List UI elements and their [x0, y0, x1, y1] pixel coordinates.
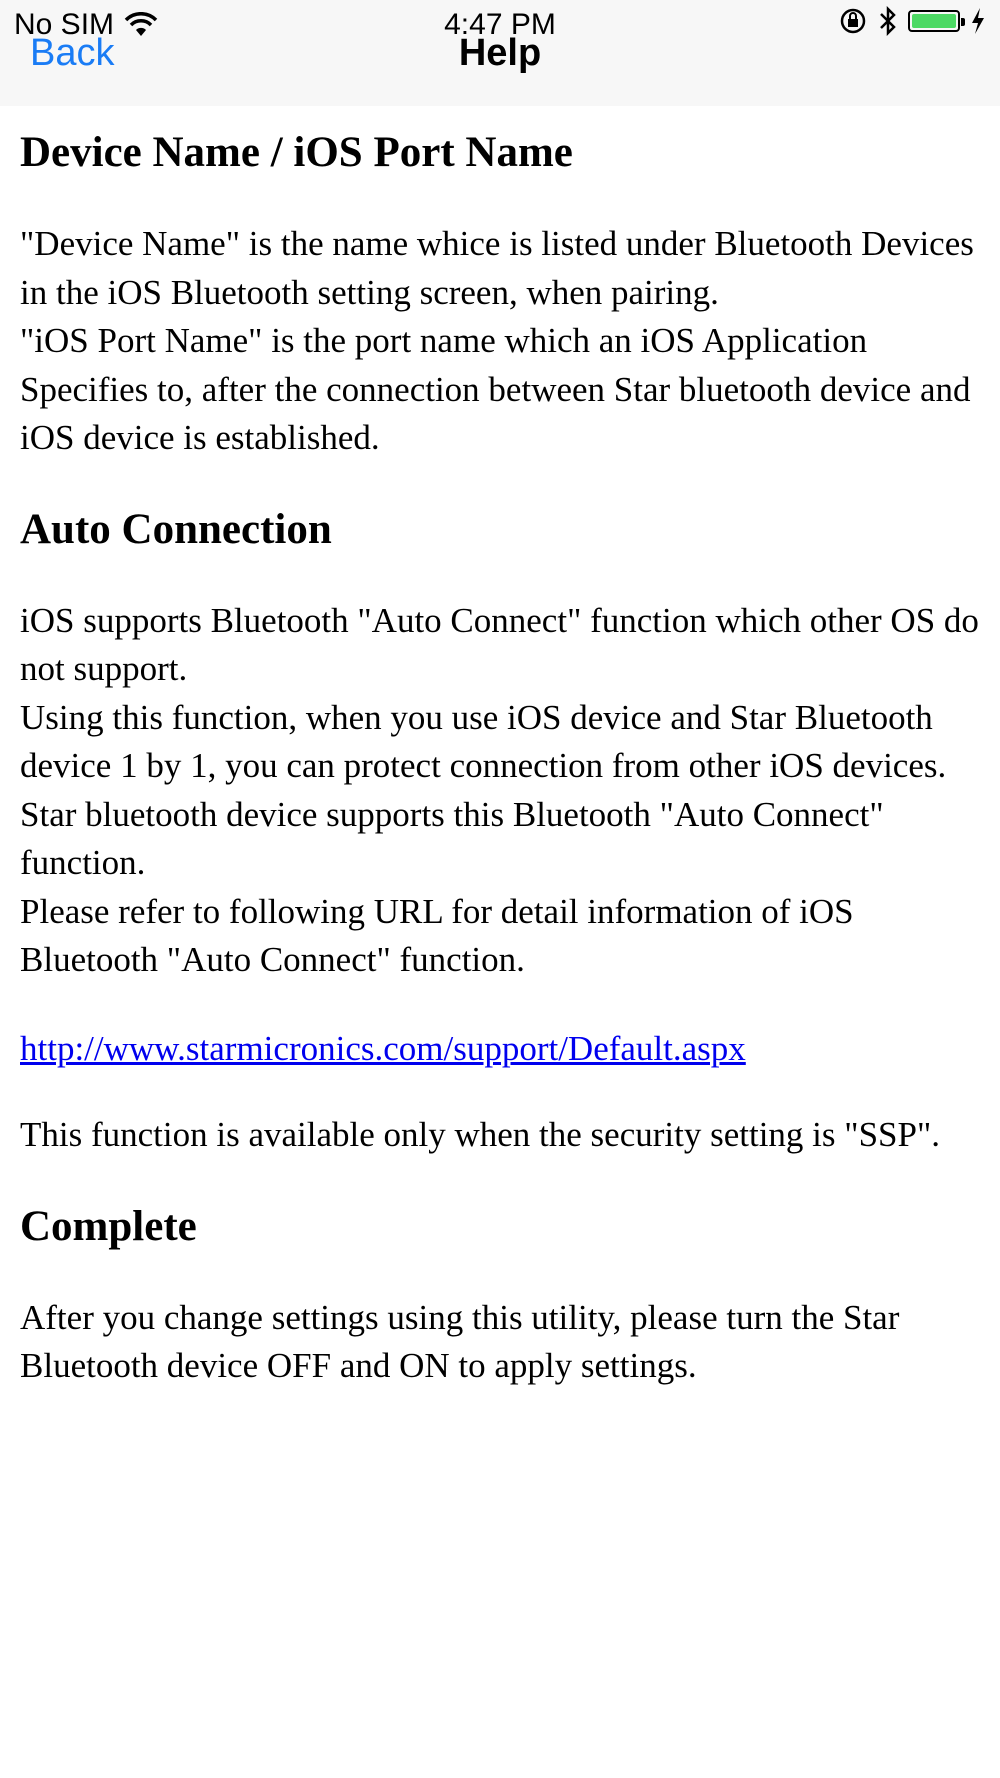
navigation-bar [0, 0, 1000, 106]
charging-icon [970, 7, 986, 35]
status-time: 4:47 PM [444, 8, 556, 41]
auto-connect-usage-text: Using this function, when you use iOS device and Star Bluetooth device 1 by 1, you can protect connection from other iOS devices. [20, 697, 947, 785]
section-heading-complete: Complete [20, 1202, 197, 1250]
page-title: Help [458, 32, 542, 74]
battery-icon [908, 10, 960, 32]
orientation-lock-icon [838, 6, 868, 36]
carrier-label: No SIM [14, 8, 115, 41]
complete-paragraph: After you change settings using this utility, please turn the Star Bluetooth device OFF and ON to apply settings. [20, 1297, 900, 1385]
ios-port-name-text: "iOS Port Name" is the port name which an iOS Application Specifies to, after the connection between Star bluetooth device and iOS device is established. [20, 321, 971, 457]
support-url-link[interactable]: http://www.starmicronics.com/support/Default.aspx [20, 1028, 746, 1068]
battery-level [912, 14, 956, 28]
auto-connect-refer-text: Please refer to following URL for detail information of iOS Bluetooth "Auto Connect" function. [20, 891, 854, 979]
device-name-paragraph [20, 220, 980, 463]
auto-connect-support-text: Star bluetooth device supports this Bluetooth "Auto Connect" function. [20, 794, 884, 882]
help-content [20, 106, 980, 1431]
bluetooth-icon [878, 6, 898, 36]
url-paragraph [20, 1025, 980, 1074]
status-right [838, 6, 986, 36]
section-heading-device-name: Device Name / iOS Port Name [20, 129, 573, 176]
device-name-text: "Device Name" is the name whice is listed under Bluetooth Devices in the iOS Bluetooth setting screen, when pairing. [20, 224, 974, 312]
section-heading-auto-connection: Auto Connection [20, 505, 332, 553]
auto-connection-paragraph [20, 597, 980, 985]
back-button[interactable]: Back [30, 32, 115, 74]
auto-connect-intro-text: iOS supports Bluetooth "Auto Connect" function which other OS do not support. [20, 600, 979, 688]
ssp-note: This function is available only when the security setting is "SSP". [20, 1115, 940, 1154]
